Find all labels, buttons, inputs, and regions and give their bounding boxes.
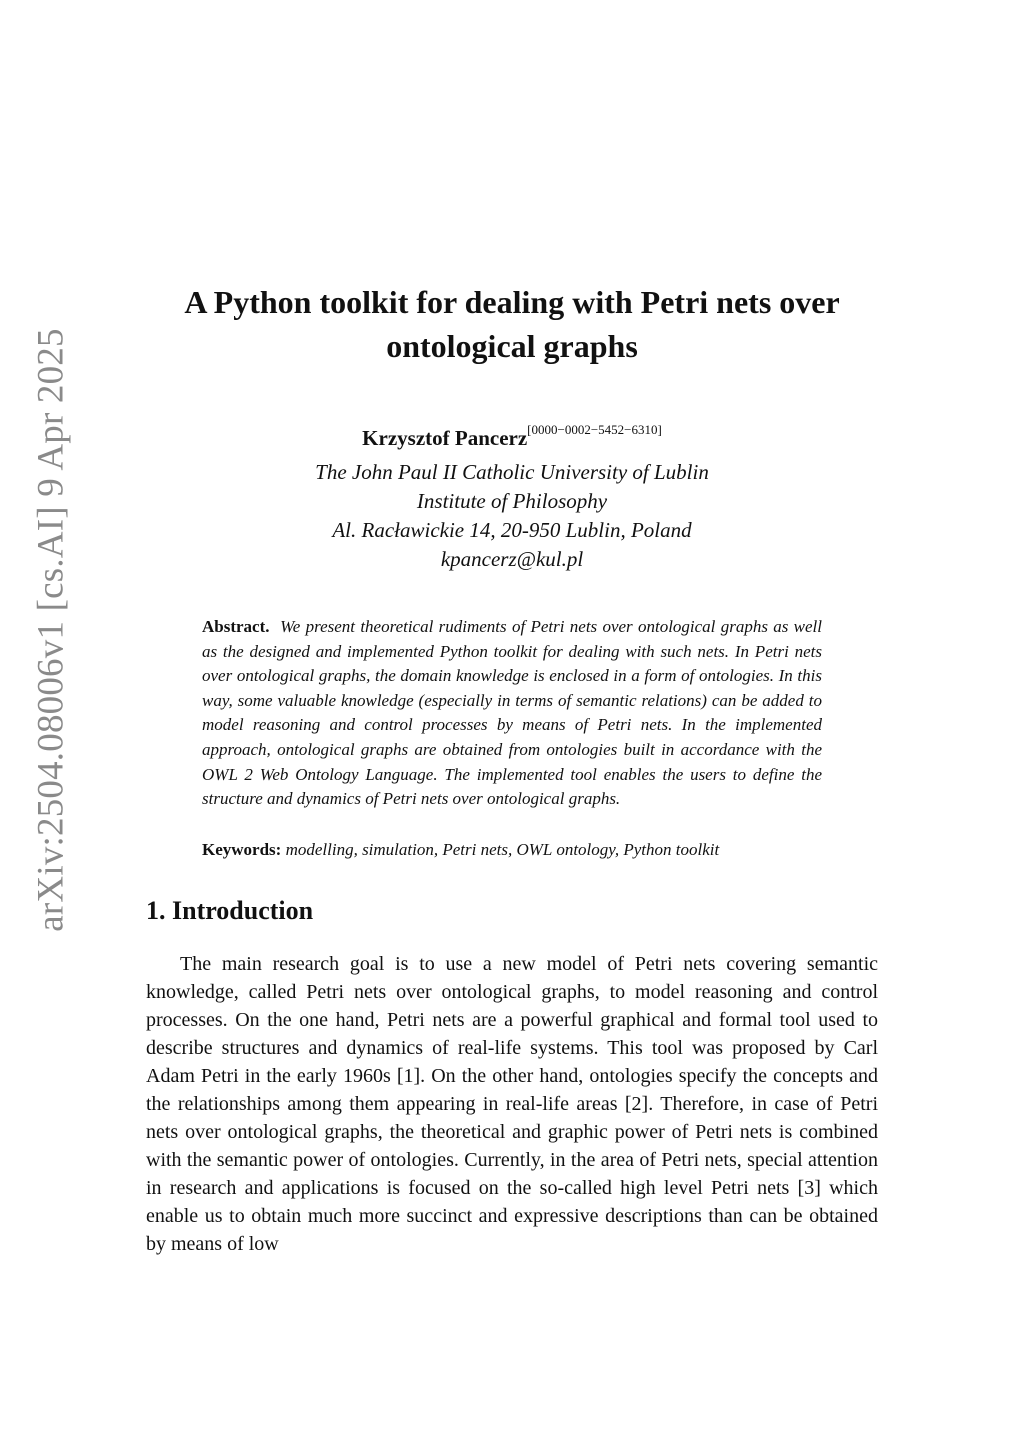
affiliation-university: The John Paul II Catholic University of Lublin [315,460,709,484]
keywords-text: modelling, simulation, Petri nets, OWL ontology, Python toolkit [285,840,720,859]
abstract-label: Abstract. [202,617,270,636]
affiliation-address: Al. Racławickie 14, 20-950 Lublin, Poland [332,518,692,542]
author-block [130,420,894,451]
affiliation-block [130,458,894,574]
author-orcid: [0000−0002−5452−6310] [527,422,662,437]
keywords-label: Keywords: [202,840,282,859]
paper-title-line-1: A Python toolkit for dealing with Petri nets over [184,284,840,320]
keywords [202,838,842,862]
abstract [202,615,822,812]
section-heading-introduction: 1. Introduction [146,896,314,925]
paper-title [130,280,894,368]
paper-title-line-2: ontological graphs [386,328,638,364]
arxiv-stamp: arXiv:2504.08006v1 [cs.AI] 9 Apr 2025 [30,328,72,932]
author-email: kpancerz@kul.pl [440,547,584,571]
affiliation-institute: Institute of Philosophy [416,489,608,513]
introduction-paragraph: The main research goal is to use a new model of Petri nets covering semantic knowledge, called Petri nets over ontological graphs, to model reasoning and control processes. On the one hand, Petri nets are a powerful graphical and formal tool used to describe structures and dynamics of real-life systems. This tool was proposed by Carl Adam Petri in the early 1960s [1]. On the other hand, ontologies specify the concepts and the relationships among them appearing in real-life areas [2]. Therefore, in case of Petri nets over ontological graphs, the theoretical and graphic power of Petri nets is combined with the semantic power of ontologies. Currently, in the area of Petri nets, special attention in research and applications is focused on the so-called high level Petri nets [3] which enable us to obtain much more succinct and expressive descriptions than can be obtained by means of low [146,953,878,1255]
abstract-text: We present theoretical rudiments of Petri nets over ontological graphs as well as the designed and implemented Python toolkit for dealing with such nets. In Petri nets over ontological graphs, the domain knowledge is enclosed in a form of ontologies. In this way, some valuable knowledge (especially in terms of semantic relations) can be added to model reasoning and control processes by means of Petri nets. In the implemented approach, ontological graphs are obtained from ontologies built in accordance with the OWL 2 Web Ontology Language. The implemented tool enables the users to define the structure and dynamics of Petri nets over ontological graphs. [202,617,823,809]
author-name: Krzysztof Pancerz [362,426,528,450]
